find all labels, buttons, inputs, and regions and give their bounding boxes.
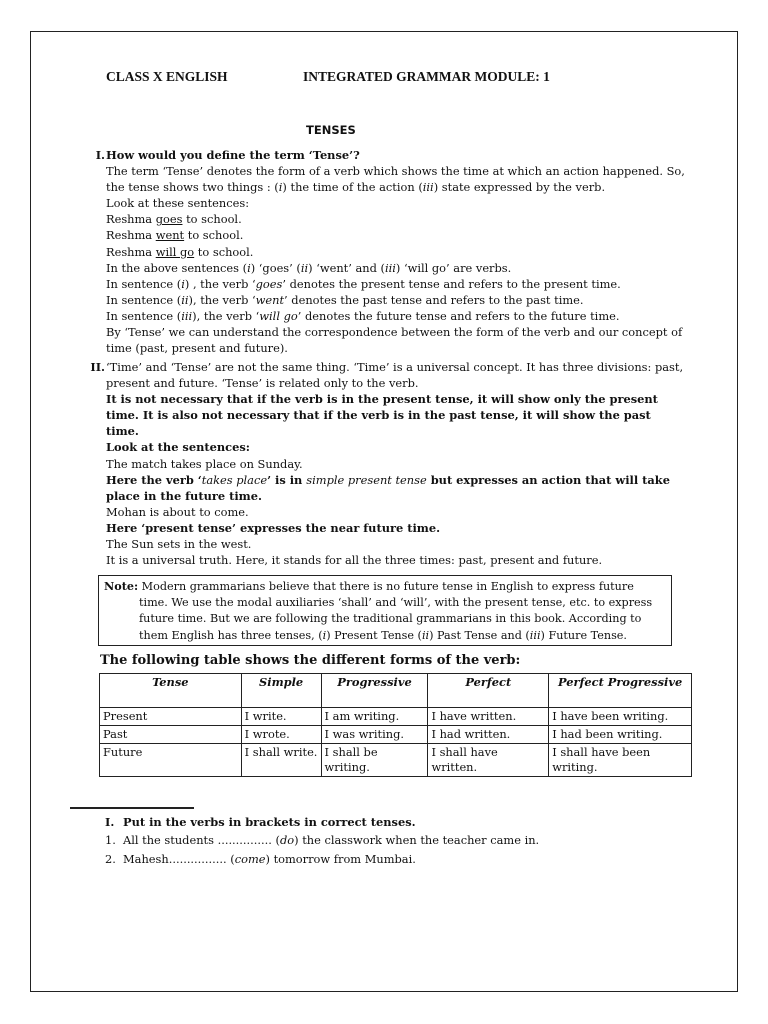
table-row [100, 708, 692, 726]
table-cell: I have been writing. [549, 708, 692, 726]
section-1 [83, 147, 713, 356]
example-sentence: Mohan is about to come. [106, 504, 249, 519]
example-sentence: The Sun sets in the west. [106, 537, 252, 552]
exercise-heading [105, 814, 416, 831]
verb-forms-table [99, 673, 692, 777]
s2-bold-line: It is not necessary that if the verb is in the present tense, it will show only the present [106, 392, 658, 407]
note-line: them English has three tenses, (i) Present Tense (ii) Past Tense and (iii) Future Tense. [139, 628, 627, 642]
table-header: Progressive [321, 674, 428, 708]
page-title: TENSES [306, 123, 356, 137]
s2-line: ‘Time’ and ‘Tense’ are not the same thing. ‘Time’ is a universal concept. It has three divisions: past, [106, 360, 684, 374]
note-box [98, 575, 672, 646]
table-cell: I have written. [428, 708, 549, 726]
table-cell: I am writing. [321, 708, 428, 726]
s1-line: time (past, present and future). [106, 341, 288, 356]
example-sentence: Reshma will go to school. [106, 244, 254, 259]
s2-explanation: Here the verb ‘takes place’ is in simple present tense but expresses an action that will take [106, 472, 670, 487]
s2-look-heading: Look at the sentences: [106, 440, 250, 455]
s1-line: the tense shows two things : (i) the time of the action (iii) state expressed by the verb. [106, 180, 606, 195]
table-cell: Present [100, 708, 242, 726]
exercise-title: Put in the verbs in brackets in correct tenses. [123, 815, 416, 829]
table-row [100, 726, 692, 744]
section-divider [70, 807, 194, 809]
table-cell: I was writing. [321, 726, 428, 744]
exercise-number: I. [105, 815, 115, 829]
table-header: Tense [100, 674, 242, 708]
example-sentence: The match takes place on Sunday. [106, 456, 303, 471]
section-1-question: How would you define the term ‘Tense’? [106, 148, 360, 162]
table-cell: I shall have written. [428, 744, 549, 777]
s2-explanation: Here ‘present tense’ expresses the near future time. [106, 520, 441, 535]
table-row [100, 744, 692, 777]
s1-line: The term ‘Tense’ denotes the form of a verb which shows the time at which an action happened. So, [106, 164, 685, 179]
section-1-number: I. [95, 148, 105, 162]
s2-bold-line: time. It is also not necessary that if the verb is in the past tense, it will show the past [106, 408, 651, 423]
note-line: time. We use the modal auxiliaries ‘shall’ and ‘will’, with the present tense, etc. to express [139, 596, 653, 610]
table-title: The following table shows the different forms of the verb: [100, 653, 521, 668]
s1-line: In the above sentences (i) ‘goes’ (ii) ‘went’ and (iii) ‘will go’ are verbs. [106, 260, 512, 275]
s1-line: Look at these sentences: [106, 196, 250, 211]
example-sentence: Reshma goes to school. [106, 212, 242, 227]
table-header: Perfect Progressive [549, 674, 692, 708]
s1-line: In sentence (iii), the verb ‘will go’ denotes the future tense and refers to the future time. [106, 308, 620, 323]
exercise-question: 1. All the students ............... (do) the classwork when the teacher came in. [105, 833, 540, 847]
table-cell: I had been writing. [549, 726, 692, 744]
table-cell: I wrote. [241, 726, 321, 744]
s1-line: In sentence (ii), the verb ‘went’ denotes the past tense and refers to the past time. [106, 292, 584, 307]
note-label: Note: [104, 579, 139, 593]
s2-line: present and future. ‘Tense’ is related only to the verb. [106, 376, 419, 391]
note-line: future time. But we are following the traditional grammarians in this book. According to [139, 612, 642, 626]
s2-line: It is a universal truth. Here, it stands for all the three times: past, present and future. [106, 553, 603, 568]
table-cell: Future [100, 744, 242, 777]
table-cell: I shall have been writing. [549, 744, 692, 777]
table-cell: Past [100, 726, 242, 744]
page-header [106, 69, 550, 85]
table-cell: I had written. [428, 726, 549, 744]
s1-line: By ‘Tense’ we can understand the correspondence between the form of the verb and our concept of [106, 325, 683, 340]
table-header-row [100, 674, 692, 708]
table-cell: I shall be writing. [321, 744, 428, 777]
section-2-number: II. [90, 360, 105, 374]
table-cell: I shall write. [241, 744, 321, 777]
note-line: Modern grammarians believe that there is no future tense in English to express future [138, 580, 634, 593]
table-cell: I write. [241, 708, 321, 726]
section-2 [83, 359, 713, 568]
example-sentence: Reshma went to school. [106, 228, 244, 243]
class-label: CLASS X ENGLISH [106, 69, 228, 84]
s2-explanation: place in the future time. [106, 488, 262, 503]
s2-bold-line: time. [106, 424, 139, 439]
module-label: INTEGRATED GRAMMAR MODULE: 1 [303, 69, 550, 84]
table-header: Perfect [428, 674, 549, 708]
table-header: Simple [241, 674, 321, 708]
exercise-question: 2. Mahesh................ (come) tomorrow from Mumbai. [105, 852, 416, 866]
s1-line: In sentence (i) , the verb ‘goes’ denotes the present tense and refers to the present time. [106, 276, 621, 291]
